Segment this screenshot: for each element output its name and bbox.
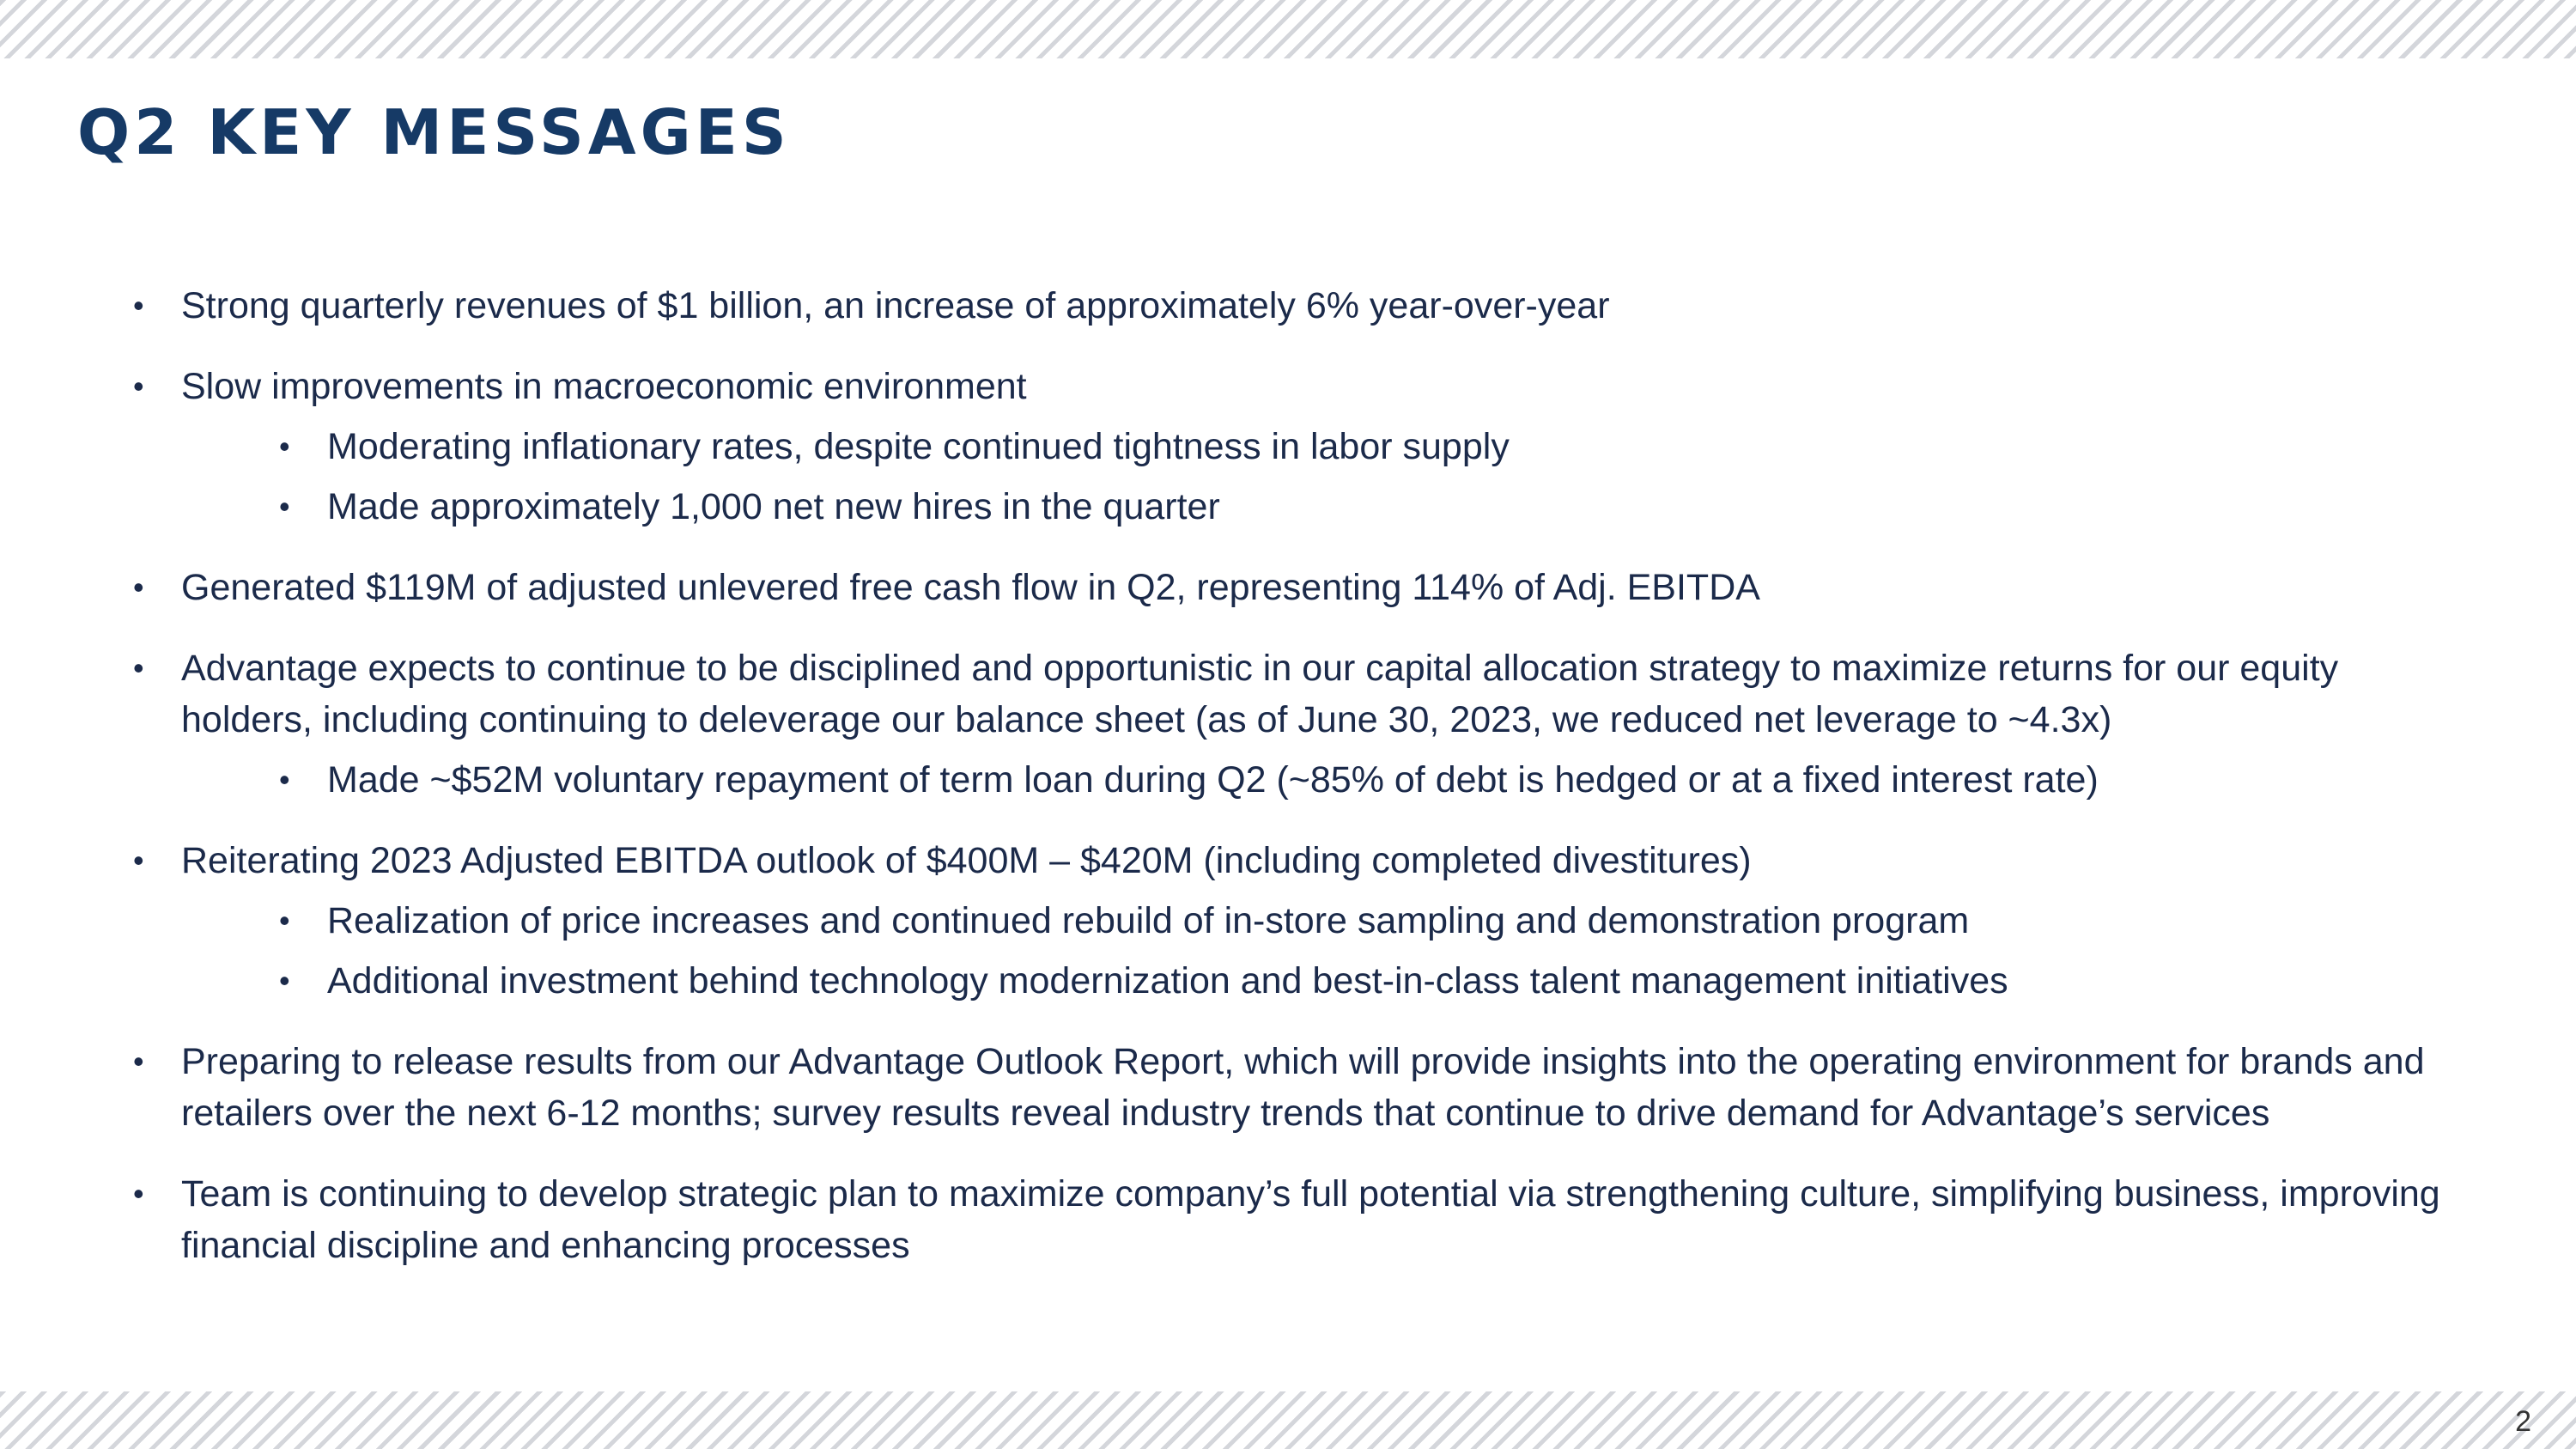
bullet-text: Strong quarterly revenues of $1 billion, an increase of approximately 6% year-over-year	[181, 285, 1610, 326]
bullet-text: Reiterating 2023 Adjusted EBITDA outlook of $400M – $420M (including completed divestitures)	[181, 840, 1752, 881]
page-number: 2	[2515, 1405, 2531, 1438]
bullet-revenue	[0, 280, 2576, 332]
bullet-macro-environment	[0, 361, 2576, 412]
bullet-text: Generated $119M of adjusted unlevered free cash flow in Q2, representing 114% of Adj. EBITDA	[181, 567, 1760, 608]
bullet-capital-allocation	[0, 642, 2576, 746]
bullet-ebitda-outlook	[0, 835, 2576, 886]
sub-bullet-technology-investment	[0, 955, 2576, 1007]
bullet-text: Advantage expects to continue to be disciplined and opportunistic in our capital allocation strategy to maximize returns for our equity holders, including continuing to deleverage our balance sheet (as of June 30, 2023, we reduced net leverage to ~4.3x)	[181, 648, 2339, 740]
bullet-dot-icon: •	[279, 963, 290, 998]
sub-bullet-price-increases	[0, 895, 2576, 947]
sub-bullet-text: Additional investment behind technology modernization and best-in-class talent management initiatives	[327, 960, 2008, 1002]
bullet-dot-icon: •	[133, 1044, 144, 1079]
bullet-dot-icon: •	[133, 1176, 144, 1211]
sub-bullet-inflation	[0, 421, 2576, 472]
top-stripe-band	[0, 0, 2576, 58]
bullet-text: Preparing to release results from our Advantage Outlook Report, which will provide insights into the operating environment for brands and retailers over the next 6-12 months; survey results reveal industry trends that continue to drive demand for Advantage’s services	[181, 1041, 2425, 1134]
bottom-stripe-band	[0, 1391, 2576, 1449]
slide-title: Q2 KEY MESSAGES	[77, 96, 791, 168]
sub-bullet-text: Made ~$52M voluntary repayment of term loan during Q2 (~85% of debt is hedged or at a fixed interest rate)	[327, 759, 2099, 801]
sub-bullet-new-hires	[0, 481, 2576, 533]
bullet-text: Slow improvements in macroeconomic environment	[181, 366, 1027, 407]
key-messages-list	[0, 280, 2576, 1271]
bullet-dot-icon: •	[279, 762, 290, 797]
bullet-dot-icon: •	[279, 903, 290, 938]
bullet-strategic-plan	[0, 1168, 2576, 1271]
bullet-dot-icon: •	[133, 843, 144, 878]
bullet-dot-icon: •	[133, 569, 144, 605]
bullet-dot-icon: •	[133, 368, 144, 404]
bullet-free-cash-flow	[0, 562, 2576, 613]
bullet-outlook-report	[0, 1036, 2576, 1139]
bullet-dot-icon: •	[133, 288, 144, 323]
bullet-dot-icon: •	[279, 489, 290, 524]
sub-bullet-text: Made approximately 1,000 net new hires in the quarter	[327, 486, 1220, 527]
sub-bullet-text: Realization of price increases and continued rebuild of in-store sampling and demonstration program	[327, 900, 1970, 941]
sub-bullet-term-loan	[0, 754, 2576, 806]
bullet-text: Team is continuing to develop strategic plan to maximize company’s full potential via strengthening culture, simplifying business, improving financial discipline and enhancing processes	[181, 1173, 2440, 1266]
bullet-dot-icon: •	[279, 429, 290, 464]
bullet-dot-icon: •	[133, 650, 144, 685]
sub-bullet-text: Moderating inflationary rates, despite continued tightness in labor supply	[327, 426, 1510, 467]
